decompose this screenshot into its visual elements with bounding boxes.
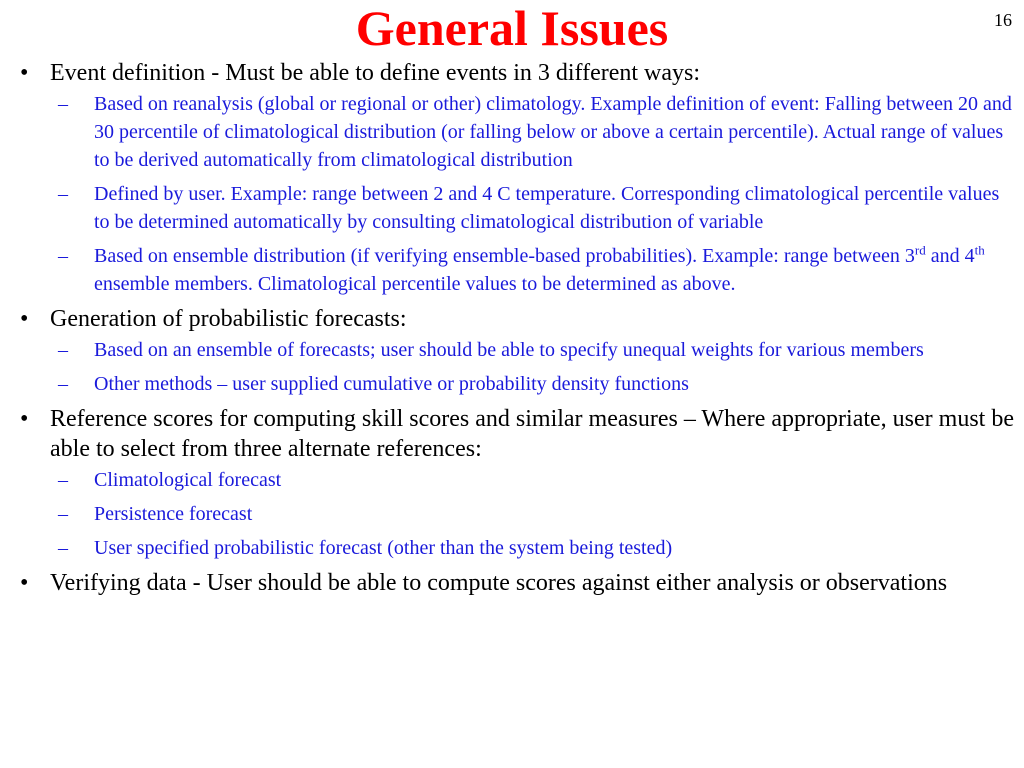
bullet-text: Event definition - Must be able to define events in 3 different ways: (50, 60, 701, 86)
sub-marker: – (58, 245, 68, 267)
sub-item-text: Persistence forecast (94, 503, 253, 525)
superscript-rd: rd (914, 242, 926, 258)
sub-item-ensemble-forecasts (18, 336, 1014, 364)
sub-item-text: Other methods – user supplied cumulative or probability density functions (94, 373, 689, 395)
sub-marker: – (58, 503, 68, 525)
sub-item-persistence-forecast (18, 500, 1014, 528)
bullet-marker: • (20, 570, 29, 596)
sub-item-text-a: Based on ensemble distribution (if verifying ensemble-based probabilities). Example: range between 3 (94, 245, 915, 267)
bullet-verifying-data (18, 568, 1014, 598)
bullet-text: Generation of probabilistic forecasts: (50, 306, 407, 332)
sub-item-text: User specified probabilistic forecast (other than the system being tested) (94, 537, 673, 559)
sub-item-text: Based on reanalysis (global or regional or other) climatology. Example definition of event: Falling between 20 and 30 percentile of climatological distribution (or falling below or above a certain percentile). Actual range of values to be derived automatically from climatological distribution (94, 93, 1012, 171)
sub-item-text: Defined by user. Example: range between 2 and 4 C temperature. Corresponding climatological percentile values to be determined automatically by consulting climatological distribution of variable (94, 183, 1000, 233)
bullet-text: Reference scores for computing skill scores and similar measures – Where appropriate, user must be able to select from three alternate references: (50, 406, 1014, 462)
sub-item-other-methods (18, 370, 1014, 398)
sub-item-text-c: ensemble members. Climatological percentile values to be determined as above. (94, 273, 736, 295)
sub-item-text: Based on an ensemble of forecasts; user should be able to specify unequal weights for various members (94, 339, 924, 361)
sub-marker: – (58, 339, 68, 361)
sub-marker: – (58, 537, 68, 559)
sub-item-text: Climatological forecast (94, 469, 282, 491)
sub-item-ensemble-distribution (18, 242, 1014, 298)
sub-marker: – (58, 93, 68, 115)
slide-content (18, 58, 1014, 600)
sub-marker: – (58, 373, 68, 395)
bullet-marker: • (20, 406, 29, 432)
bullet-reference-scores (18, 404, 1014, 464)
bullet-marker: • (20, 306, 29, 332)
slide-number: 16 (994, 10, 1012, 30)
bullet-generation-probabilistic (18, 304, 1014, 334)
sub-list-reference-scores (18, 466, 1014, 562)
sub-marker: – (58, 183, 68, 205)
sub-item-reanalysis (18, 90, 1014, 174)
sub-item-text-b: and 4 (925, 245, 975, 267)
slide-title: General Issues (355, 0, 669, 56)
sub-item-defined-by-user (18, 180, 1014, 236)
sub-marker: – (58, 469, 68, 491)
bullet-event-definition (18, 58, 1014, 88)
bullet-text: Verifying data - User should be able to compute scores against either analysis or observations (50, 570, 948, 596)
bullet-marker: • (20, 60, 29, 86)
sub-list-generation (18, 336, 1014, 398)
superscript-th: th (974, 242, 985, 258)
sub-list-event-definition (18, 90, 1014, 298)
sub-item-climatological-forecast (18, 466, 1014, 494)
sub-item-user-specified-forecast (18, 534, 1014, 562)
